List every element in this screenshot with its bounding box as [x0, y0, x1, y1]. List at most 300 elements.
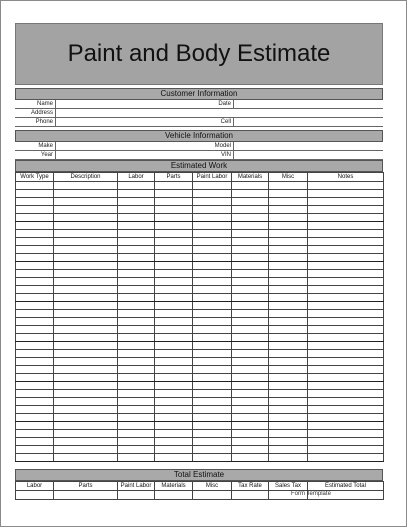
work-cell[interactable]	[269, 270, 308, 278]
work-cell[interactable]	[155, 358, 193, 366]
work-cell[interactable]	[155, 254, 193, 262]
work-cell[interactable]	[232, 278, 269, 286]
work-cell[interactable]	[16, 190, 54, 198]
work-cell[interactable]	[193, 366, 232, 374]
work-cell[interactable]	[16, 238, 54, 246]
work-cell[interactable]	[118, 278, 155, 286]
work-cell[interactable]	[269, 286, 308, 294]
work-cell[interactable]	[232, 454, 269, 462]
work-cell[interactable]	[118, 182, 155, 190]
make-field[interactable]	[55, 142, 204, 150]
work-cell[interactable]	[155, 334, 193, 342]
work-cell[interactable]	[16, 222, 54, 230]
work-cell[interactable]	[308, 262, 384, 270]
work-cell[interactable]	[232, 254, 269, 262]
work-cell[interactable]	[193, 414, 232, 422]
work-cell[interactable]	[269, 358, 308, 366]
work-cell[interactable]	[155, 198, 193, 206]
work-cell[interactable]	[54, 254, 118, 262]
work-cell[interactable]	[269, 262, 308, 270]
work-cell[interactable]	[308, 446, 384, 454]
work-cell[interactable]	[16, 454, 54, 462]
work-cell[interactable]	[232, 246, 269, 254]
work-cell[interactable]	[193, 390, 232, 398]
work-cell[interactable]	[118, 406, 155, 414]
work-cell[interactable]	[308, 198, 384, 206]
work-cell[interactable]	[232, 382, 269, 390]
work-cell[interactable]	[118, 190, 155, 198]
work-cell[interactable]	[193, 422, 232, 430]
work-cell[interactable]	[193, 318, 232, 326]
work-cell[interactable]	[118, 270, 155, 278]
work-cell[interactable]	[232, 334, 269, 342]
work-cell[interactable]	[54, 222, 118, 230]
work-cell[interactable]	[54, 382, 118, 390]
total-cell[interactable]	[54, 491, 118, 500]
work-cell[interactable]	[232, 406, 269, 414]
work-cell[interactable]	[232, 438, 269, 446]
work-cell[interactable]	[54, 414, 118, 422]
work-cell[interactable]	[155, 318, 193, 326]
work-cell[interactable]	[54, 430, 118, 438]
work-cell[interactable]	[16, 366, 54, 374]
work-cell[interactable]	[54, 262, 118, 270]
work-cell[interactable]	[232, 198, 269, 206]
work-cell[interactable]	[193, 262, 232, 270]
work-cell[interactable]	[118, 246, 155, 254]
work-cell[interactable]	[54, 438, 118, 446]
work-cell[interactable]	[308, 422, 384, 430]
work-cell[interactable]	[232, 326, 269, 334]
work-cell[interactable]	[16, 278, 54, 286]
work-cell[interactable]	[308, 254, 384, 262]
work-cell[interactable]	[269, 294, 308, 302]
work-cell[interactable]	[118, 350, 155, 358]
work-cell[interactable]	[193, 406, 232, 414]
work-cell[interactable]	[155, 374, 193, 382]
work-cell[interactable]	[118, 310, 155, 318]
work-cell[interactable]	[118, 382, 155, 390]
total-cell[interactable]	[232, 491, 269, 500]
cell-field[interactable]	[233, 118, 384, 126]
work-cell[interactable]	[269, 302, 308, 310]
work-cell[interactable]	[308, 438, 384, 446]
work-cell[interactable]	[118, 198, 155, 206]
work-cell[interactable]	[193, 214, 232, 222]
work-cell[interactable]	[193, 182, 232, 190]
work-cell[interactable]	[308, 214, 384, 222]
work-cell[interactable]	[193, 374, 232, 382]
work-cell[interactable]	[232, 286, 269, 294]
work-cell[interactable]	[232, 222, 269, 230]
work-cell[interactable]	[118, 262, 155, 270]
work-cell[interactable]	[269, 310, 308, 318]
work-cell[interactable]	[54, 334, 118, 342]
work-cell[interactable]	[193, 454, 232, 462]
work-cell[interactable]	[308, 326, 384, 334]
work-cell[interactable]	[54, 190, 118, 198]
work-cell[interactable]	[155, 366, 193, 374]
work-cell[interactable]	[16, 406, 54, 414]
work-cell[interactable]	[193, 342, 232, 350]
work-cell[interactable]	[16, 206, 54, 214]
work-cell[interactable]	[16, 198, 54, 206]
work-cell[interactable]	[118, 398, 155, 406]
work-cell[interactable]	[308, 230, 384, 238]
work-cell[interactable]	[16, 430, 54, 438]
work-cell[interactable]	[155, 326, 193, 334]
vin-field[interactable]	[233, 151, 384, 159]
work-cell[interactable]	[118, 422, 155, 430]
work-cell[interactable]	[16, 350, 54, 358]
work-cell[interactable]	[193, 358, 232, 366]
work-col-header: Parts	[155, 173, 193, 182]
work-cell[interactable]	[118, 326, 155, 334]
work-cell[interactable]	[54, 310, 118, 318]
work-cell[interactable]	[16, 438, 54, 446]
work-cell[interactable]	[155, 230, 193, 238]
work-cell[interactable]	[269, 382, 308, 390]
work-cell[interactable]	[54, 318, 118, 326]
work-cell[interactable]	[193, 310, 232, 318]
work-cell[interactable]	[269, 422, 308, 430]
work-cell[interactable]	[16, 374, 54, 382]
work-cell[interactable]	[155, 438, 193, 446]
work-cell[interactable]	[232, 302, 269, 310]
work-cell[interactable]	[155, 214, 193, 222]
work-cell[interactable]	[118, 430, 155, 438]
work-cell[interactable]	[308, 430, 384, 438]
work-cell[interactable]	[155, 390, 193, 398]
work-cell[interactable]	[232, 270, 269, 278]
model-field[interactable]	[233, 142, 384, 150]
work-cell[interactable]	[193, 230, 232, 238]
work-cell[interactable]	[232, 358, 269, 366]
work-cell[interactable]	[232, 262, 269, 270]
table-row	[16, 350, 384, 358]
work-cell[interactable]	[193, 190, 232, 198]
total-col-header: Paint Labor	[118, 482, 155, 491]
work-cell[interactable]	[232, 422, 269, 430]
work-cell[interactable]	[118, 294, 155, 302]
work-cell[interactable]	[16, 326, 54, 334]
work-cell[interactable]	[54, 374, 118, 382]
total-cell[interactable]	[193, 491, 232, 500]
work-cell[interactable]	[193, 222, 232, 230]
work-cell[interactable]	[232, 390, 269, 398]
work-cell[interactable]	[54, 422, 118, 430]
work-cell[interactable]	[155, 238, 193, 246]
work-cell[interactable]	[308, 190, 384, 198]
work-cell[interactable]	[118, 446, 155, 454]
work-cell[interactable]	[118, 222, 155, 230]
work-cell[interactable]	[118, 318, 155, 326]
work-cell[interactable]	[308, 406, 384, 414]
work-cell[interactable]	[308, 182, 384, 190]
work-cell[interactable]	[16, 286, 54, 294]
work-cell[interactable]	[269, 198, 308, 206]
work-cell[interactable]	[269, 254, 308, 262]
work-cell[interactable]	[54, 278, 118, 286]
work-cell[interactable]	[54, 230, 118, 238]
work-cell[interactable]	[155, 270, 193, 278]
work-cell[interactable]	[269, 430, 308, 438]
work-cell[interactable]	[54, 342, 118, 350]
work-cell[interactable]	[232, 430, 269, 438]
work-cell[interactable]	[193, 430, 232, 438]
work-cell[interactable]	[118, 214, 155, 222]
work-cell[interactable]	[16, 254, 54, 262]
work-cell[interactable]	[16, 310, 54, 318]
work-cell[interactable]	[308, 366, 384, 374]
work-cell[interactable]	[193, 446, 232, 454]
work-cell[interactable]	[232, 182, 269, 190]
work-cell[interactable]	[54, 350, 118, 358]
work-cell[interactable]	[54, 270, 118, 278]
work-cell[interactable]	[155, 382, 193, 390]
work-cell[interactable]	[155, 206, 193, 214]
work-cell[interactable]	[54, 286, 118, 294]
year-field[interactable]	[55, 151, 204, 159]
work-cell[interactable]	[269, 222, 308, 230]
total-cell[interactable]	[16, 491, 54, 500]
work-cell[interactable]	[308, 270, 384, 278]
work-cell[interactable]	[269, 414, 308, 422]
work-cell[interactable]	[269, 438, 308, 446]
work-cell[interactable]	[155, 246, 193, 254]
address-label: Address	[30, 110, 53, 116]
work-cell[interactable]	[308, 358, 384, 366]
work-cell[interactable]	[155, 310, 193, 318]
work-cell[interactable]	[308, 286, 384, 294]
work-cell[interactable]	[308, 350, 384, 358]
work-cell[interactable]	[269, 326, 308, 334]
work-cell[interactable]	[232, 350, 269, 358]
work-cell[interactable]	[16, 294, 54, 302]
work-cell[interactable]	[155, 398, 193, 406]
work-cell[interactable]	[16, 358, 54, 366]
work-cell[interactable]	[155, 430, 193, 438]
work-cell[interactable]	[308, 246, 384, 254]
work-cell[interactable]	[193, 302, 232, 310]
work-cell[interactable]	[269, 246, 308, 254]
work-cell[interactable]	[269, 230, 308, 238]
work-cell[interactable]	[232, 310, 269, 318]
work-cell[interactable]	[155, 454, 193, 462]
work-cell[interactable]	[118, 230, 155, 238]
work-cell[interactable]	[155, 262, 193, 270]
work-cell[interactable]	[155, 286, 193, 294]
work-cell[interactable]	[16, 318, 54, 326]
work-cell[interactable]	[193, 238, 232, 246]
work-cell[interactable]	[118, 454, 155, 462]
work-cell[interactable]	[54, 406, 118, 414]
work-cell[interactable]	[308, 398, 384, 406]
work-cell[interactable]	[269, 390, 308, 398]
work-cell[interactable]	[269, 454, 308, 462]
date-field[interactable]	[233, 100, 384, 108]
work-cell[interactable]	[54, 246, 118, 254]
work-cell[interactable]	[232, 206, 269, 214]
work-cell[interactable]	[308, 206, 384, 214]
work-cell[interactable]	[155, 414, 193, 422]
work-cell[interactable]	[155, 302, 193, 310]
work-cell[interactable]	[232, 366, 269, 374]
work-cell[interactable]	[308, 278, 384, 286]
work-cell[interactable]	[118, 238, 155, 246]
work-cell[interactable]	[16, 214, 54, 222]
work-cell[interactable]	[118, 342, 155, 350]
work-cell[interactable]	[232, 398, 269, 406]
work-cell[interactable]	[118, 366, 155, 374]
work-cell[interactable]	[193, 206, 232, 214]
work-cell[interactable]	[54, 182, 118, 190]
work-cell[interactable]	[155, 190, 193, 198]
work-cell[interactable]	[16, 334, 54, 342]
work-cell[interactable]	[308, 294, 384, 302]
work-cell[interactable]	[118, 358, 155, 366]
work-cell[interactable]	[54, 302, 118, 310]
work-cell[interactable]	[16, 414, 54, 422]
work-cell[interactable]	[118, 286, 155, 294]
work-cell[interactable]	[269, 318, 308, 326]
work-cell[interactable]	[269, 350, 308, 358]
work-cell[interactable]	[118, 438, 155, 446]
work-cell[interactable]	[54, 294, 118, 302]
table-row	[16, 198, 384, 206]
work-cell[interactable]	[118, 254, 155, 262]
work-cell[interactable]	[308, 342, 384, 350]
work-cell[interactable]	[118, 414, 155, 422]
work-cell[interactable]	[118, 334, 155, 342]
work-cell[interactable]	[16, 246, 54, 254]
work-cell[interactable]	[54, 198, 118, 206]
work-cell[interactable]	[155, 422, 193, 430]
work-cell[interactable]	[16, 182, 54, 190]
work-cell[interactable]	[308, 238, 384, 246]
work-cell[interactable]	[16, 382, 54, 390]
work-cell[interactable]	[269, 446, 308, 454]
work-cell[interactable]	[155, 342, 193, 350]
work-cell[interactable]	[308, 222, 384, 230]
work-cell[interactable]	[232, 446, 269, 454]
total-cell[interactable]	[118, 491, 155, 500]
work-cell[interactable]	[155, 182, 193, 190]
work-cell[interactable]	[193, 294, 232, 302]
work-cell[interactable]	[118, 374, 155, 382]
work-cell[interactable]	[54, 206, 118, 214]
work-cell[interactable]	[16, 270, 54, 278]
work-cell[interactable]	[193, 286, 232, 294]
work-cell[interactable]	[269, 190, 308, 198]
work-cell[interactable]	[193, 270, 232, 278]
work-cell[interactable]	[54, 358, 118, 366]
work-cell[interactable]	[232, 190, 269, 198]
work-cell[interactable]	[155, 278, 193, 286]
work-cell[interactable]	[193, 278, 232, 286]
work-cell[interactable]	[54, 214, 118, 222]
name-field[interactable]	[55, 100, 204, 108]
work-cell[interactable]	[308, 374, 384, 382]
phone-field[interactable]	[55, 118, 204, 126]
work-cell[interactable]	[155, 446, 193, 454]
work-cell[interactable]	[54, 366, 118, 374]
work-cell[interactable]	[308, 414, 384, 422]
work-cell[interactable]	[118, 390, 155, 398]
work-cell[interactable]	[232, 294, 269, 302]
work-cell[interactable]	[16, 422, 54, 430]
work-cell[interactable]	[308, 390, 384, 398]
work-cell[interactable]	[269, 214, 308, 222]
work-cell[interactable]	[308, 382, 384, 390]
work-cell[interactable]	[232, 342, 269, 350]
work-cell[interactable]	[16, 302, 54, 310]
work-cell[interactable]	[193, 198, 232, 206]
address-field[interactable]	[55, 109, 384, 117]
work-cell[interactable]	[232, 214, 269, 222]
work-cell[interactable]	[193, 326, 232, 334]
work-cell[interactable]	[155, 294, 193, 302]
work-cell[interactable]	[232, 238, 269, 246]
work-cell[interactable]	[155, 350, 193, 358]
work-cell[interactable]	[16, 342, 54, 350]
work-cell[interactable]	[269, 182, 308, 190]
work-cell[interactable]	[269, 238, 308, 246]
work-cell[interactable]	[269, 398, 308, 406]
work-cell[interactable]	[118, 206, 155, 214]
work-cell[interactable]	[269, 334, 308, 342]
work-cell[interactable]	[269, 366, 308, 374]
work-cell[interactable]	[54, 326, 118, 334]
work-cell[interactable]	[16, 446, 54, 454]
work-cell[interactable]	[232, 374, 269, 382]
work-cell[interactable]	[269, 206, 308, 214]
total-cell[interactable]	[155, 491, 193, 500]
work-cell[interactable]	[308, 334, 384, 342]
work-cell[interactable]	[16, 230, 54, 238]
work-cell[interactable]	[308, 454, 384, 462]
work-cell[interactable]	[16, 262, 54, 270]
work-cell[interactable]	[193, 382, 232, 390]
work-cell[interactable]	[54, 390, 118, 398]
work-cell[interactable]	[193, 438, 232, 446]
work-cell[interactable]	[269, 278, 308, 286]
work-cell[interactable]	[308, 310, 384, 318]
work-cell[interactable]	[308, 318, 384, 326]
work-cell[interactable]	[232, 318, 269, 326]
work-cell[interactable]	[54, 454, 118, 462]
work-cell[interactable]	[193, 254, 232, 262]
work-cell[interactable]	[269, 374, 308, 382]
work-cell[interactable]	[54, 398, 118, 406]
work-cell[interactable]	[193, 334, 232, 342]
work-cell[interactable]	[54, 446, 118, 454]
work-cell[interactable]	[16, 398, 54, 406]
work-cell[interactable]	[155, 222, 193, 230]
work-cell[interactable]	[54, 238, 118, 246]
work-cell[interactable]	[193, 246, 232, 254]
work-cell[interactable]	[269, 342, 308, 350]
work-cell[interactable]	[269, 406, 308, 414]
work-cell[interactable]	[155, 406, 193, 414]
work-cell[interactable]	[232, 414, 269, 422]
work-cell[interactable]	[118, 302, 155, 310]
work-cell[interactable]	[308, 302, 384, 310]
work-cell[interactable]	[193, 398, 232, 406]
work-cell[interactable]	[193, 350, 232, 358]
work-cell[interactable]	[232, 230, 269, 238]
work-cell[interactable]	[16, 390, 54, 398]
